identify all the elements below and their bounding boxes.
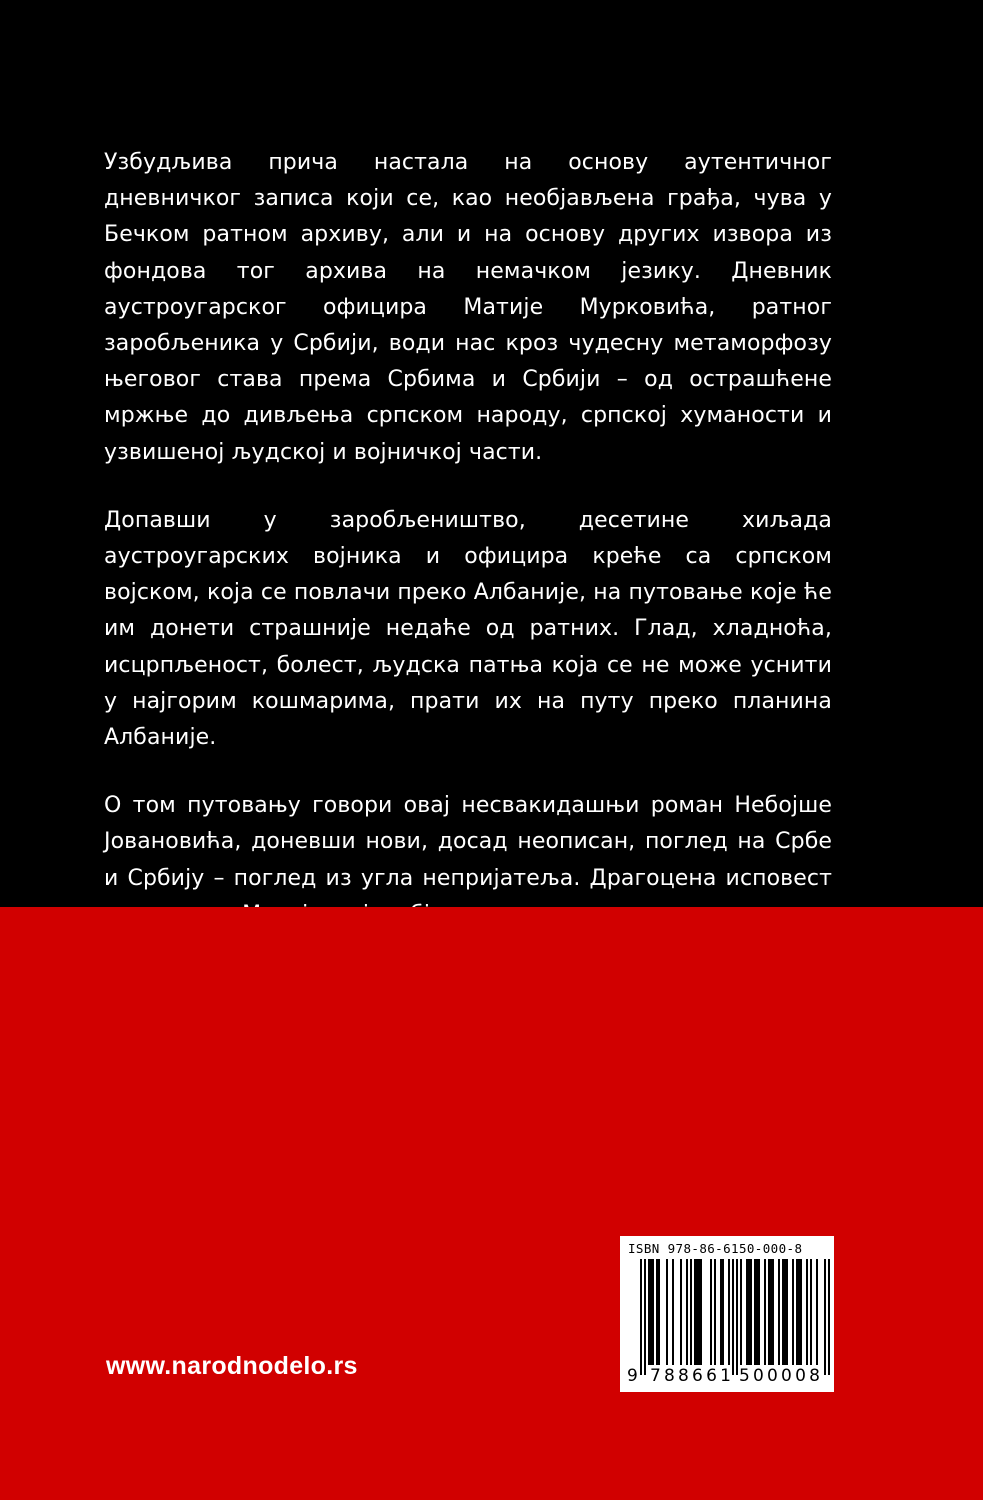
- barcode-bar: [772, 1259, 774, 1365]
- isbn-label: ISBN 978-86-6150-000-8: [628, 1241, 803, 1256]
- barcode-bar: [686, 1259, 688, 1365]
- barcode-bar: [700, 1259, 702, 1365]
- barcode-guard-bar: [828, 1259, 830, 1375]
- barcode-guard-bar: [644, 1259, 646, 1375]
- barcode-bar: [690, 1259, 692, 1365]
- barcode-guard-bar: [736, 1259, 738, 1375]
- barcode-bar: [710, 1259, 712, 1365]
- barcode-bar: [756, 1259, 758, 1365]
- barcode-bar: [792, 1259, 794, 1365]
- barcode-bar: [658, 1259, 660, 1365]
- barcode-bar: [728, 1259, 730, 1365]
- barcode-guard-bar: [732, 1259, 734, 1375]
- barcode-bar: [810, 1259, 812, 1365]
- barcode-bar: [746, 1259, 748, 1365]
- barcode-bar: [758, 1259, 760, 1365]
- barcode-bar: [754, 1259, 756, 1365]
- ean-right-digits: 500008: [739, 1366, 824, 1386]
- barcode-bar: [740, 1259, 742, 1365]
- barcode-guard-bar: [824, 1259, 826, 1375]
- barcode-bar: [696, 1259, 698, 1365]
- barcode-bar: [800, 1259, 802, 1365]
- barcode-bar: [720, 1259, 722, 1365]
- barcode-guard-bar: [640, 1259, 642, 1375]
- barcode-bar: [786, 1259, 788, 1365]
- barcode-bar: [816, 1259, 818, 1365]
- barcode-bar: [798, 1259, 800, 1365]
- barcode-bar: [652, 1259, 654, 1365]
- barcode-bar: [770, 1259, 772, 1365]
- blurb-paragraph-2: Допавши у заробљеништво, десетине хиљада аустроугарских војника и официра креће са српском војском, која се повлачи преко Албаније, на путовање које ће им донети страшније недаће од ратних. Глад, хладноћа, исцрпљеност, болест, људска патња која се не може уснити у најгорим кошмарима, прати их на путу преко планина Албаније.: [104, 507, 832, 751]
- barcode-bar: [750, 1259, 752, 1365]
- barcode-bar: [648, 1259, 650, 1365]
- barcode-bar: [748, 1259, 750, 1365]
- blurb-paragraph-3: О том путовању говори овај несвакидашњи роман Небојше Јовановића, доневши нови, досад неописан, поглед на Србе и Србију – поглед из угла непријатеља. Драгоцена исповест: [104, 793, 832, 891]
- barcode-bar: [782, 1259, 784, 1365]
- barcode-bar: [680, 1259, 682, 1365]
- barcode-bar: [698, 1259, 700, 1365]
- barcode-bar: [694, 1259, 696, 1365]
- barcode-bar: [768, 1259, 770, 1365]
- barcode-bar: [714, 1259, 716, 1365]
- barcode-bar: [672, 1259, 674, 1365]
- barcode-bar: [778, 1259, 780, 1365]
- barcode-bar: [656, 1259, 658, 1365]
- barcode-bar: [764, 1259, 766, 1365]
- barcode-bar: [666, 1259, 668, 1365]
- blurb-paragraph-1: Узбудљива прича настала на основу аутентичног дневничког записа који се, као необјављена грађа, чува у Бечком ратном архиву, али и на основу других извора из фондова тог архива на немачком језику. Дневник аустроугарског официра Матије Мурковића, ратног заробљеника у Србији, води нас кроз чудесну метаморфозу његовог става према Србима и Србији – од острашћене мржње до дивљења српском народу, српској хуманости и узвишеној људској и војничкој части.: [104, 150, 832, 465]
- barcode-bar: [722, 1259, 724, 1365]
- barcode-bar: [784, 1259, 786, 1365]
- barcode-bar: [796, 1259, 798, 1365]
- ean-first-digit: 9: [627, 1366, 638, 1386]
- barcode-bar: [650, 1259, 652, 1365]
- publisher-url[interactable]: www.narodnodelo.rs: [106, 1352, 358, 1380]
- isbn-barcode-box: [620, 1236, 834, 1392]
- ean-left-digits: 788661: [650, 1366, 735, 1386]
- red-panel: [0, 907, 983, 1500]
- back-cover-blurb: [104, 145, 832, 969]
- barcode-bar: [806, 1259, 808, 1365]
